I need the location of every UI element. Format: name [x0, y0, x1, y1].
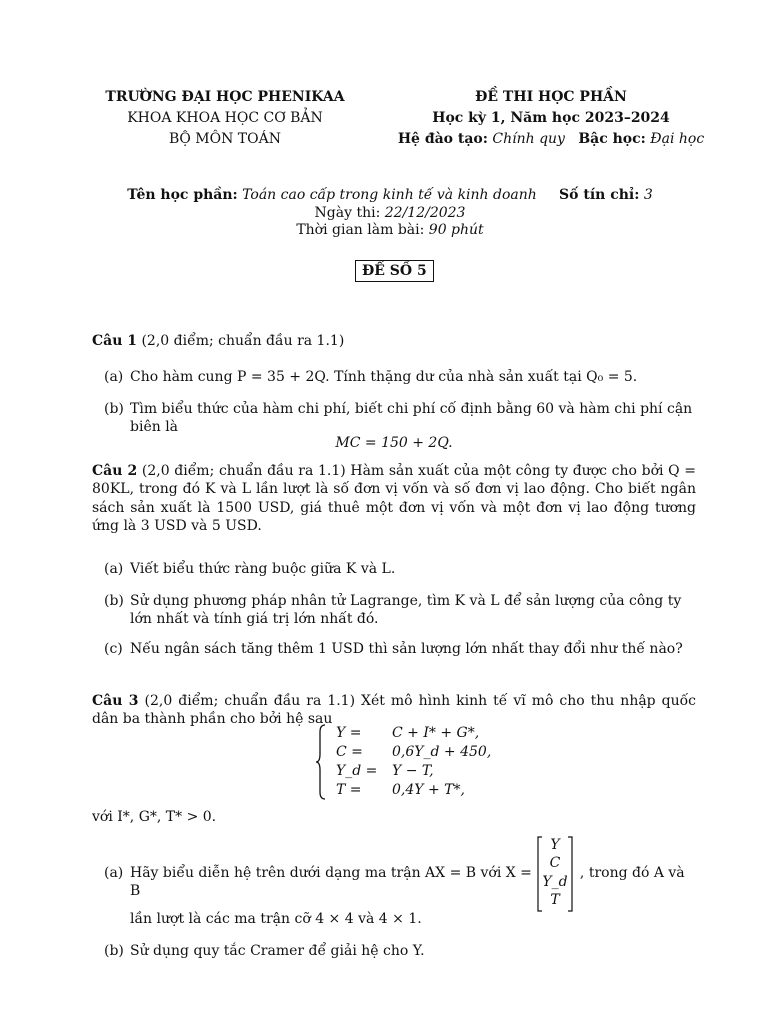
q2-paragraph: [92, 462, 696, 536]
q1-b-text: Tìm biểu thức của hàm chi phí, biết chi phí cố định bằng 60 và hàm chi phí cận biên là: [130, 401, 693, 436]
date-label: Ngày thi:: [314, 205, 381, 221]
matrix-entry: T: [550, 892, 560, 908]
q2-part-c: [104, 640, 696, 658]
system-row-lhs: C =: [336, 744, 363, 760]
matrix-entry: Y: [550, 837, 560, 853]
q2-meta: (2,0 điểm; chuẩn đầu ra 1.1): [141, 463, 346, 479]
q2-c-text: Nếu ngân sách tăng thêm 1 USD thì sản lượng lớn nhất thay đổi như thế nào?: [130, 641, 683, 657]
system-row-rhs: C + I* + G*,: [392, 725, 480, 741]
column-matrix-x: [536, 836, 574, 912]
duration-line: [60, 221, 720, 239]
system-row-rhs: 0,4Y + T*,: [392, 782, 465, 798]
training-value: Chính quy: [492, 131, 565, 147]
q1-heading: [92, 332, 696, 350]
q2-a-label: (a): [104, 561, 124, 577]
duration-label: Thời gian làm bài:: [296, 222, 425, 238]
training-label: Hệ đào tạo:: [397, 131, 488, 147]
header-left: [80, 88, 370, 151]
department-name: BỘ MÔN TOÁN: [169, 131, 281, 147]
semester: Học kỳ 1, Năm học 2023–2024: [432, 110, 670, 126]
course-name-label: Tên học phần:: [127, 187, 238, 203]
system-row: [336, 762, 434, 780]
q2-b-label: (b): [104, 593, 124, 609]
q3-b-text: Sử dụng quy tắc Cramer để giải hệ cho Y.: [130, 943, 425, 959]
q3-meta: (2,0 điểm; chuẩn đầu ra 1.1): [144, 693, 356, 709]
q3-a-text-3: lần lượt là các ma trận cỡ 4 × 4 và 4 × 1.: [130, 911, 422, 927]
left-brace-icon: [316, 724, 326, 800]
q3-a-text-1: Hãy biểu diễn hệ trên dưới dạng ma trận AX = B với X =: [130, 865, 532, 881]
q1-a-label: (a): [104, 369, 124, 385]
system-row-lhs: Y =: [336, 725, 362, 741]
course-name-line: [60, 186, 720, 204]
q3-part-b: [104, 942, 696, 960]
q1-title: Câu 1: [92, 333, 138, 349]
q1-b-equation: MC = 150 + 2Q.: [335, 435, 453, 451]
q1-part-b: [104, 400, 696, 437]
training-info: [396, 130, 706, 151]
exam-title: ĐỀ THI HỌC PHẦN: [475, 89, 627, 105]
system-row: [336, 724, 479, 742]
q2-part-b: [104, 592, 696, 629]
header-right: [396, 88, 706, 151]
matrix-entry: Y_d: [542, 874, 568, 890]
q1-a-text: Cho hàm cung P = 35 + 2Q. Tính thặng dư của nhà sản xuất tại Q₀ = 5.: [130, 369, 638, 385]
date-value: 22/12/2023: [384, 205, 466, 221]
system-row-rhs: 0,6Y_d + 450,: [392, 744, 492, 760]
level-label: Bậc học:: [578, 131, 646, 147]
system-row-rhs: Y − T,: [392, 763, 434, 779]
faculty-name: KHOA KHOA HỌC CƠ BẢN: [127, 110, 323, 126]
university-name: TRƯỜNG ĐẠI HỌC PHENIKAA: [105, 89, 345, 105]
course-name-value: Toán cao cấp trong kinh tế và kinh doanh: [242, 187, 537, 203]
q2-b-text: Sử dụng phương pháp nhân tử Lagrange, tìm K và L để sản lượng của công ty lớn nhất và tính giá trị lớn nhất đó.: [130, 593, 682, 628]
q1-b-label: (b): [104, 401, 124, 417]
q2-c-label: (c): [104, 641, 123, 657]
q3-part-a-cont: [104, 910, 696, 928]
level-value: Đại học: [650, 131, 705, 147]
q3-title: Câu 3: [92, 693, 139, 709]
q2-intro: Hàm sản xuất của một công ty được cho bởi Q = 80KL, trong đó K và L lần lượt là số đơn vị vốn và số đơn vị lao động. Cho biết ngân sách sản xuất là 1500 USD, giá thuê một đơn vị vốn và một đơn vị lao động tương ứng là 3 USD và 5 USD.: [92, 463, 696, 535]
system-row: [336, 743, 491, 761]
q3-condition: với I*, G*, T* > 0.: [92, 809, 217, 825]
exam-date-line: [60, 204, 720, 222]
system-row: [336, 781, 465, 799]
q2-a-text: Viết biểu thức ràng buộc giữa K và L.: [130, 561, 396, 577]
credits-label: Số tín chỉ:: [559, 187, 640, 203]
exam-code-box: ĐỀ SỐ 5: [355, 260, 434, 282]
system-row-lhs: Y_d =: [336, 763, 378, 779]
credits-value: 3: [643, 187, 653, 203]
q1-part-a: [104, 368, 696, 386]
q3-a-text-2: , trong đó A và B: [130, 865, 685, 900]
q3-b-label: (b): [104, 943, 124, 959]
q3-intro: Xét mô hình kinh tế vĩ mô cho thu nhập quốc dân ba thành phần cho bởi hệ sau: [92, 693, 697, 728]
system-row-lhs: T =: [336, 782, 362, 798]
matrix-entry: C: [549, 855, 561, 871]
q2-title: Câu 2: [92, 463, 138, 479]
q1-meta: (2,0 điểm; chuẩn đầu ra 1.1): [141, 333, 345, 349]
q2-part-a: [104, 560, 696, 578]
q3-a-line1: [130, 864, 696, 901]
q3-a-label: (a): [104, 865, 124, 881]
duration-value: 90 phút: [428, 222, 484, 238]
q3-part-a: [104, 864, 696, 901]
